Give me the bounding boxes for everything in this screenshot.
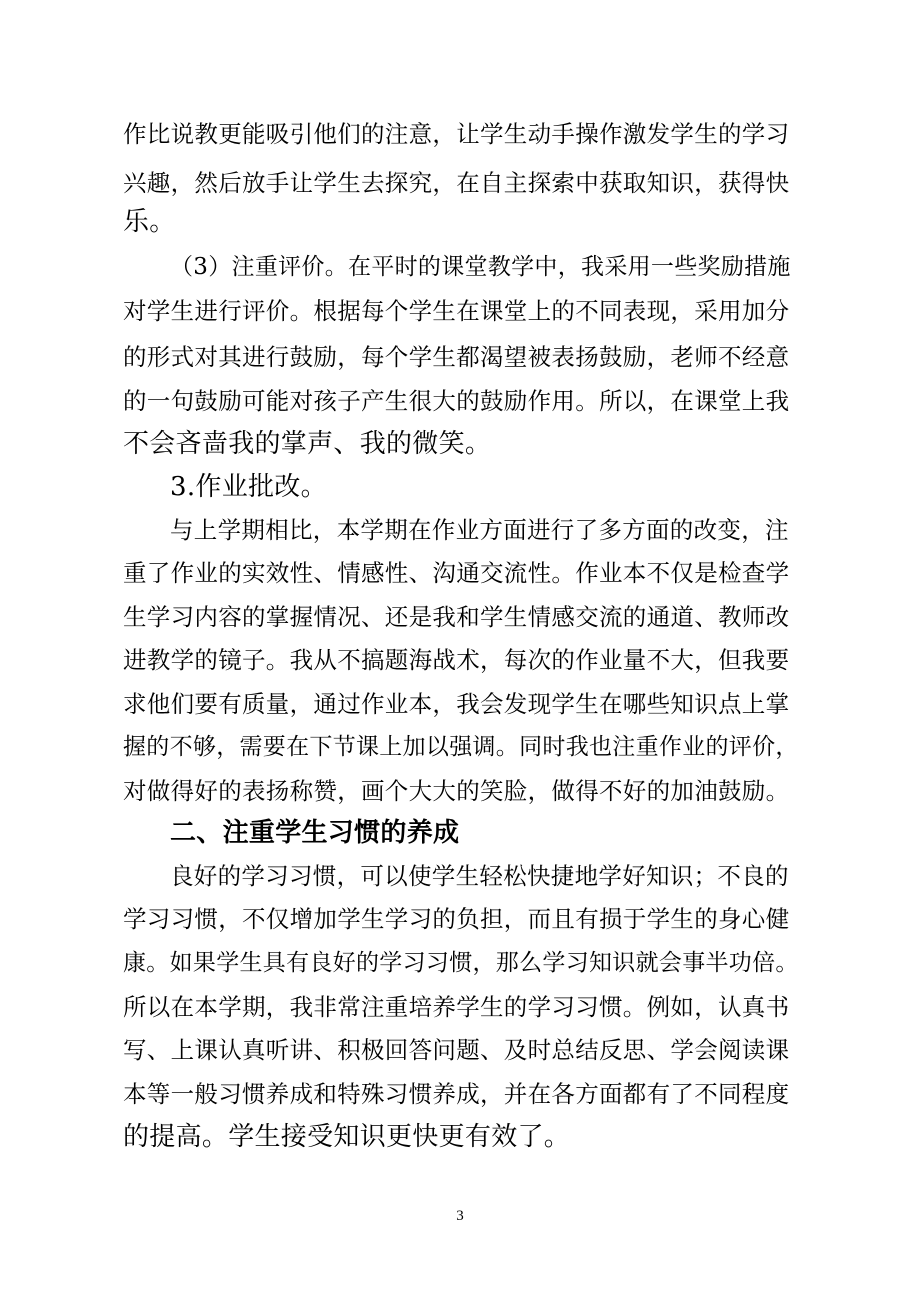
paragraph-line: 重了作业的实效性、情感性、沟通交流性。作业本不仅是检查学 [123,559,790,587]
paragraph-line: （3）注重评价。在平时的课堂教学中，我采用一些奖励措施 [170,254,791,280]
paragraph-line: 进教学的镜子。我从不搞题海战术，每次的作业量不大，但我要 [123,646,790,674]
paragraph-line: 与上学期相比，本学期在作业方面进行了多方面的改变，注 [170,516,789,544]
paragraph-line: 不会吝啬我的掌声、我的微笑。 [123,429,492,459]
paragraph-line: 的一句鼓励可能对孩子产生很大的鼓励作用。所以，在课堂上我 [123,387,790,415]
paragraph-line: 学习习惯，不仅增加学生学习的负担，而且有损于学生的身心健 [123,905,790,933]
section-subheading: 3.作业批改。 [170,472,327,502]
paragraph-line: 所以在本学期，我非常注重培养学生的学习习惯。例如，认真书 [123,993,790,1021]
paragraph-line: 握的不够，需要在下节课上加以强调。同时我也注重作业的评价， [123,734,799,760]
paragraph-line: 良好的学习习惯，可以使学生轻松快捷地学好知识；不良的 [170,862,789,890]
paragraph-line: 的提高。学生接受知识更快更有效了。 [123,1122,571,1152]
paragraph-line: 写、上课认真听讲、积极回答问题、及时总结反思、学会阅读课 [123,1036,790,1064]
paragraph-line: 本等一般习惯养成和特殊习惯养成，并在各方面都有了不同程度 [123,1080,790,1108]
paragraph-line: 的形式对其进行鼓励，每个学生都渴望被表扬鼓励，老师不经意 [123,343,790,371]
page-number: 3 [456,1208,464,1224]
paragraph-line: 作比说教更能吸引他们的注意，让学生动手操作激发学生的学习 [123,120,790,148]
paragraph-line: 乐。 [123,207,176,237]
paragraph-line: 对做得好的表扬称赞，画个大大的笑脸，做得不好的加油鼓励。 [123,777,790,805]
section-heading: 二、注重学生习惯的养成 [170,818,460,848]
paragraph-line: 生学习内容的掌握情况、还是我和学生情感交流的通道、教师改 [123,603,790,631]
paragraph-line: 兴趣，然后放手让学生去探究，在自主探索中获取知识，获得快 [123,169,790,197]
paragraph-line: 对学生进行评价。根据每个学生在课堂上的不同表现，采用加分 [123,297,790,325]
paragraph-line: 康。如果学生具有良好的学习习惯，那么学习知识就会事半功倍。 [123,950,799,976]
paragraph-line: 求他们要有质量，通过作业本，我会发现学生在哪些知识点上掌 [123,690,790,718]
